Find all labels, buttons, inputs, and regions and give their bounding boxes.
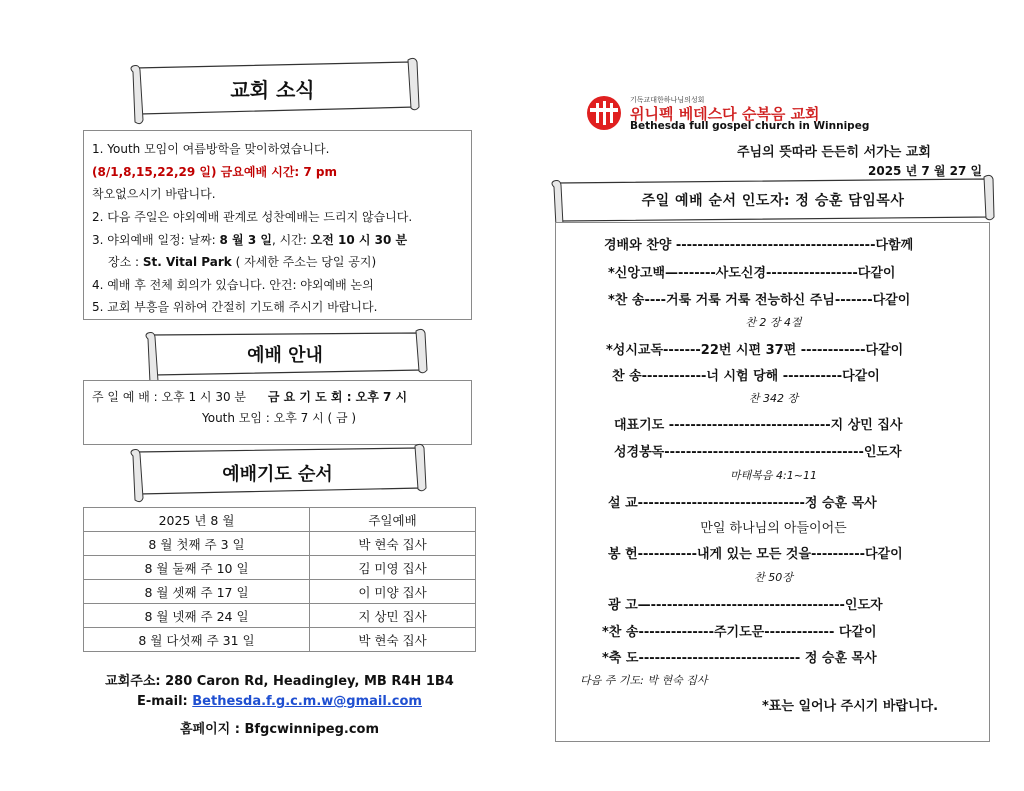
service-line-1 [92,388,407,405]
news-line-7: 4. 예배 후 전체 회의가 있습니다. 안건: 야외예배 논의 [92,278,374,292]
next-week-prayer: 다음 주 기도: 박 현숙 집사 [580,674,708,687]
stand-note: *표는 일어나 주시기 바랍니다. [762,699,939,714]
prayer-schedule-table [83,507,476,652]
order-line-scripture: 성경봉독-------------------------------------인도자 [614,445,902,460]
news-line-1: 1. Youth 모임이 여름방학을 맞이하였습니다. [92,142,330,156]
news-line-6a: 장소 : [108,255,143,269]
service-line-2: Youth 모임 : 오후 7 시 ( 금 ) [202,411,357,425]
order-line-offering: 봉 헌-----------내게 있는 모든 것을----------다같이 [608,547,903,562]
order-line-prayer: 대표기도 ------------------------------지 상민 집사 [614,418,903,433]
church-korean-name: 위니펙 베데스다 순복음 교회 [630,105,820,123]
church-logo [584,93,964,133]
order-line-responsive-reading: *성시교독-------22번 시편 37편 ------------다같이 [606,343,904,358]
church-homepage: 홈페이지 : Bfgcwinnipeg.com [179,722,380,737]
table-cell-person: 박 현숙 집사 [310,532,476,556]
order-ref-hymn-1: 찬 2 장 4절 [745,316,802,329]
order-line-creed: *신앙고백—-------사도신경-----------------다같이 [608,266,896,281]
table-row [84,580,476,604]
news-line-3: 착오없으시기 바랍니다. [92,187,216,201]
table-cell-week: 8 월 둘째 주 10 일 [84,556,310,580]
church-email-line [83,694,476,709]
sunday-service-time: 주 일 예 배 : 오후 1 시 30 분 [92,390,247,404]
order-line-sermon: 설 교-------------------------------정 승훈 목사 [608,496,877,511]
news-line-5c: , 시간: [271,233,311,247]
church-logo-icon [584,93,624,133]
order-line-hymn-2: 찬 송------------너 시험 당해 -----------다같이 [612,369,880,384]
table-header-row [84,508,476,532]
order-sermon-title: 만일 하나님의 아들이어든 [700,521,847,536]
order-line-hymn-3: *찬 송--------------주기도문------------- 다같이 [602,625,877,640]
order-ref-offering: 찬 50장 [754,571,793,584]
news-title: 교회 소식 [230,78,315,102]
table-cell-person: 김 미영 집사 [310,556,476,580]
service-box [83,380,472,445]
table-row [84,604,476,628]
news-line-6b: St. Vital Park [142,255,232,269]
table-row [84,628,476,652]
news-line-5 [92,231,407,248]
service-title-banner [140,325,430,387]
order-box [555,222,990,742]
email-label: E-mail: [137,694,193,709]
church-english-name: Bethesda full gospel church in Winnipeg [630,120,870,132]
table-header: 주일예배 [310,508,476,532]
table-cell-week: 8 월 첫째 주 3 일 [84,532,310,556]
table-cell-week: 8 월 넷째 주 24 일 [84,604,310,628]
news-line-2: (8/1,8,15,22,29 일) 금요예배 시간: 7 pm [92,165,338,179]
prayer-title-banner [125,440,430,505]
prayer-title: 예배기도 순서 [222,464,333,485]
table-cell-week: 8 월 다섯째 주 31 일 [84,628,310,652]
church-address: 교회주소: 280 Caron Rd, Headingley, MB R4H 1B4 [105,674,454,689]
news-title-banner [125,52,420,127]
table-cell-person: 이 미양 집사 [310,580,476,604]
news-line-6 [108,253,376,270]
news-line-6c: ( 자세한 주소는 당일 공지) [231,255,377,269]
denomination-label: 기독교대한하나님의성회 [630,96,705,104]
table-cell-week: 8 월 셋째 주 17 일 [84,580,310,604]
news-line-4: 2. 다음 주일은 야외예배 관계로 성찬예배는 드리지 않습니다. [92,210,413,224]
table-cell-person: 지 상민 집사 [310,604,476,628]
service-title: 예배 안내 [247,345,323,366]
email-link[interactable]: Bethesda.f.g.c.m.w@gmail.com [192,694,422,709]
order-line-benediction: *축 도------------------------------ 정 승훈 목사 [602,651,877,666]
news-line-5a: 3. 야외예배 일정: 날짜: [92,233,220,247]
news-line-5d: 오전 10 시 30 분 [310,233,408,247]
table-cell-person: 박 현숙 집사 [310,628,476,652]
order-ref-hymn-2: 찬 342 장 [748,392,799,405]
church-motto: 주님의 뜻따라 든든히 서가는 교회 [737,145,931,160]
order-line-praise: 경배와 찬양 -------------------------------------다함께 [604,238,914,253]
order-title: 주일 예배 순서 인도자: 정 승훈 담임목사 [641,193,905,209]
table-row [84,556,476,580]
table-row [84,532,476,556]
news-line-5b: 8 월 3 일 [219,233,272,247]
order-line-announcements: 광 고—------------------------------------인도자 [608,598,883,613]
order-ref-scripture: 마태복음 4:1~11 [730,469,817,482]
bulletin-date: 2025 년 7 월 27 일 [868,164,983,178]
news-line-8: 5. 교회 부흥을 위하여 간절히 기도해 주시기 바랍니다. [92,300,378,314]
friday-prayer-time: 금 요 기 도 회 : 오후 7 시 [267,390,408,404]
order-line-hymn-1: *찬 송----거룩 거룩 거룩 전능하신 주님-------다같이 [608,293,911,308]
news-box [83,130,472,320]
table-header: 2025 년 8 월 [84,508,310,532]
